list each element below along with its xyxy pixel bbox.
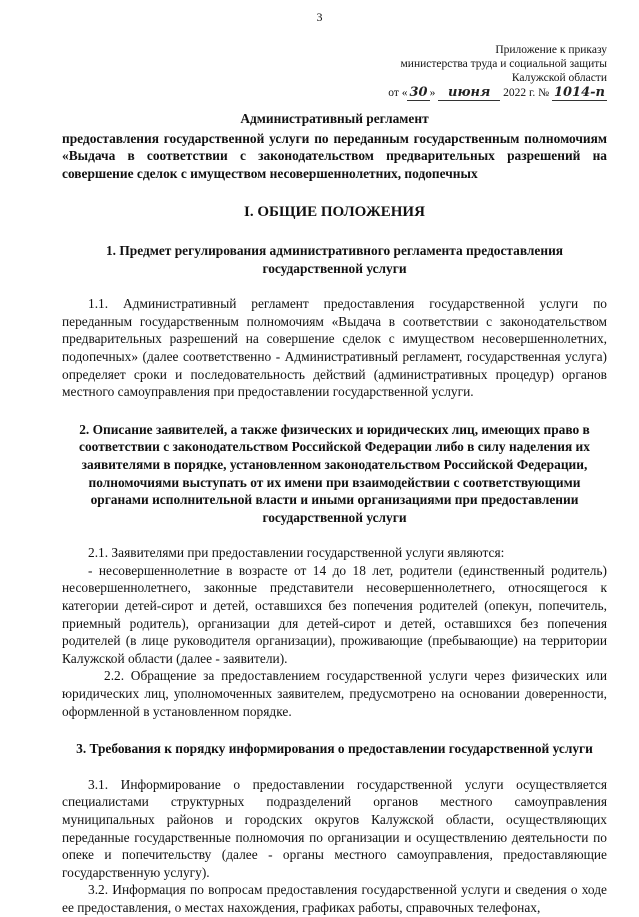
date-month-handwritten: июня <box>438 86 500 101</box>
paragraph-2-1: 2.1. Заявителями при предоставлении государственной услуги являются: <box>88 545 505 561</box>
subsection-heading-3: 3. Требования к порядку информирования о предоставлении государственной услуги <box>76 741 593 757</box>
paragraph-2-2: 2.2. Обращение за предоставлением государственной услуги через физических или юридических лиц, уполномоченных заявителем, предусмотрено на основании доверенности, оформленной в установленном порядке. <box>62 668 607 719</box>
appendix-line-1: Приложение к приказу <box>495 44 607 56</box>
subsection-heading-2: 2. Описание заявителей, а также физических и юридических лиц, имеющих право в соответствии с законодательством Российской Федерации либо в силу наделения их заявителями в порядке, установленном законодательством Российской Федерации, полномочиями выступать от их имени при взаимодействии с соответствующими органами исполнительной власти и иными организациями при предоставлении государственной услуги <box>79 421 590 525</box>
paragraph-1-1: 1.1. Административный регламент предоставления государственной услуги по переданным государственным полномочиям «Выдача в соответствии с законодательством предварительных разрешений на совершение сделок с имуществом несовершеннолетних, подопечных» (далее соответственно - Административный регламент, государственная услуга) определяет сроки и последовательность действий (административных процедур) органов местного самоуправления при предоставлении государственной услуги. <box>62 296 607 400</box>
paragraph-2-1-list-item: - несовершеннолетние в возрасте от 14 до 18 лет, родители (единственный родитель) несовершеннолетнего, законные представители несовершеннолетнего, относящегося к категории детей-сирот и детей, оставшихся без попечения родителей (опекун, попечитель, приемный родитель), организации для детей-сирот и детей, оставшихся без попечения родителей (в лице руководителя организации), проживающие (пребывающие) на территории Калужской области (далее - заявители). <box>62 562 607 666</box>
regulation-subtitle: предоставления государственной услуги по переданным государственным полномочиям «Выдача в соответствии с законодательством предварительных разрешений на совершение сделок с имуществом несовершеннолетних, подопечных <box>62 130 607 181</box>
date-day-handwritten: 30 <box>409 85 428 100</box>
page-number: 3 <box>316 10 323 24</box>
appendix-line-2: министерства труда и социальной защиты <box>400 58 607 70</box>
section-heading-general: I. ОБЩИЕ ПОЛОЖЕНИЯ <box>244 204 425 221</box>
order-number-handwritten: 1014-п <box>553 85 605 100</box>
paragraph-3-1: 3.1. Информирование о предоставлении государственной услуги осуществляется специалистами структурных подразделений органов местного самоуправления муниципальных районов и городских округов Калужской области, осуществляющих переданные государственные полномочия по организации и осуществлению деятельности по опеке и попечительству (далее - органы местного самоуправления, предоставляющие государственную услугу). <box>62 776 607 880</box>
appendix-block <box>367 43 607 101</box>
appendix-line-3: Калужской области <box>511 72 607 84</box>
appendix-date-line <box>367 86 607 101</box>
document-content <box>62 110 607 917</box>
paragraph-3-2: 3.2. Информация по вопросам предоставления государственной услуги и сведения о ходе ее предоставления, о местах нахождения, графиках работы, справочных телефонах, <box>62 882 607 915</box>
date-mid: » <box>429 87 436 99</box>
date-year: 2022 г. № <box>503 87 550 99</box>
date-prefix: от « <box>388 87 408 99</box>
regulation-title: Административный регламент <box>240 111 429 126</box>
subsection-heading-1: 1. Предмет регулирования административного регламента предоставления государственной услуги <box>105 242 564 276</box>
